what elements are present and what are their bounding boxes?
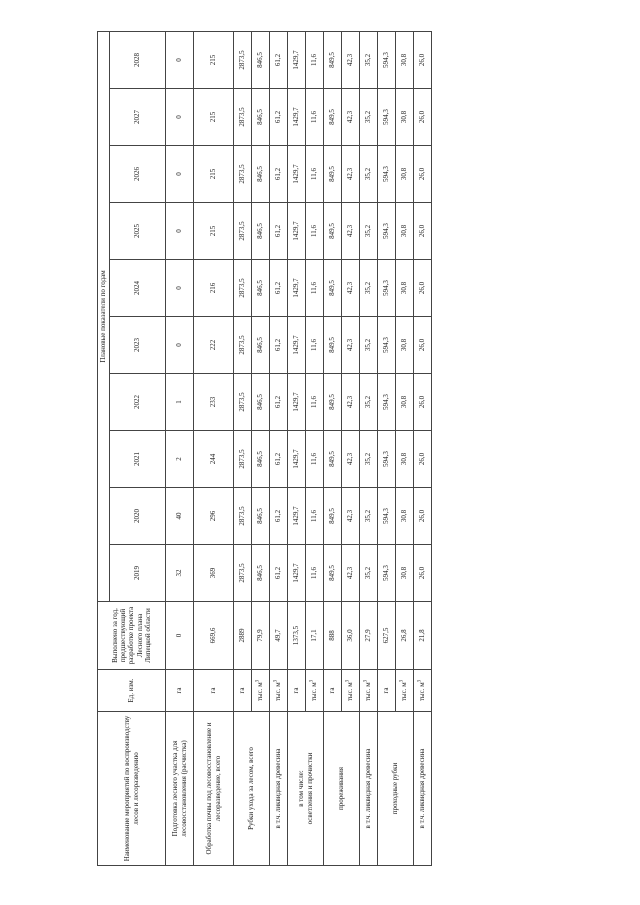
row-value: 849,5 <box>324 488 342 545</box>
unit-superscript: 3 <box>256 679 262 683</box>
unit-text: тыс. м <box>400 682 409 702</box>
row-value: 216 <box>194 260 234 317</box>
row-unit <box>360 670 378 712</box>
row-value: 11,6 <box>306 374 324 431</box>
row-value: 30,8 <box>396 31 414 88</box>
row-name-line1: в том числе: <box>297 770 306 807</box>
row-value: 42,3 <box>342 431 360 488</box>
row-done: 669,6 <box>194 602 234 670</box>
row-value: 42,3 <box>342 488 360 545</box>
row-value: 61,2 <box>270 317 288 374</box>
row-value: 215 <box>194 146 234 203</box>
row-value: 61,2 <box>270 89 288 146</box>
row-unit <box>342 670 360 712</box>
row-value: 594,3 <box>378 146 396 203</box>
row-value: 35,2 <box>360 488 378 545</box>
row-value: 35,2 <box>360 545 378 602</box>
row-name: прореживания <box>324 712 360 866</box>
row-value: 11,6 <box>306 146 324 203</box>
unit-superscript: 3 <box>364 679 370 683</box>
row-value: 846,5 <box>252 488 270 545</box>
row-unit: га <box>234 670 252 712</box>
row-value: 2873,5 <box>234 431 252 488</box>
year-header: 2027 <box>110 89 166 146</box>
row-unit: га <box>288 670 306 712</box>
row-done: 26,8 <box>396 602 414 670</box>
row-value: 26,0 <box>414 488 432 545</box>
row-unit: га <box>194 670 234 712</box>
rotated-table-container <box>97 32 427 866</box>
row-value: 30,8 <box>396 260 414 317</box>
row-name: в т.ч. ликвидная древесина <box>414 712 432 866</box>
row-value: 61,2 <box>270 260 288 317</box>
row-value: 61,2 <box>270 488 288 545</box>
row-value: 61,2 <box>270 545 288 602</box>
header-name: Наименование мероприятий по воспроизводству лесов и лесоразведению <box>98 712 166 866</box>
year-header: 2020 <box>110 488 166 545</box>
row-value: 846,5 <box>252 31 270 88</box>
row-value: 0 <box>166 260 194 317</box>
table-row <box>324 31 342 865</box>
row-value: 30,8 <box>396 317 414 374</box>
row-value: 2873,5 <box>234 203 252 260</box>
row-value: 30,8 <box>396 488 414 545</box>
row-value: 35,2 <box>360 260 378 317</box>
header-row-1 <box>98 31 110 865</box>
row-unit <box>306 670 324 712</box>
year-header: 2024 <box>110 260 166 317</box>
row-value: 849,5 <box>324 431 342 488</box>
row-done: 49,7 <box>270 602 288 670</box>
table-row <box>270 31 288 865</box>
row-value: 846,5 <box>252 260 270 317</box>
row-value: 2873,5 <box>234 146 252 203</box>
row-value: 61,2 <box>270 374 288 431</box>
row-value: 35,2 <box>360 317 378 374</box>
unit-text: тыс. м <box>346 682 355 702</box>
unit-superscript: 3 <box>418 679 424 683</box>
row-value: 1429,7 <box>288 203 306 260</box>
row-value: 1429,7 <box>288 431 306 488</box>
unit-superscript: 3 <box>274 679 280 683</box>
table-row <box>288 31 306 865</box>
row-done: 0 <box>166 602 194 670</box>
row-value: 233 <box>194 374 234 431</box>
year-header: 2022 <box>110 374 166 431</box>
row-value: 2873,5 <box>234 545 252 602</box>
row-value: 594,3 <box>378 374 396 431</box>
row-value: 215 <box>194 31 234 88</box>
unit-text: тыс. м <box>418 682 427 702</box>
row-value: 846,5 <box>252 89 270 146</box>
row-value: 846,5 <box>252 545 270 602</box>
table-row <box>360 31 378 865</box>
table-row <box>194 31 234 865</box>
row-value: 594,3 <box>378 488 396 545</box>
row-done: 27,9 <box>360 602 378 670</box>
row-unit: га <box>378 670 396 712</box>
row-done: 17,1 <box>306 602 324 670</box>
row-done: 79,9 <box>252 602 270 670</box>
year-header: 2019 <box>110 545 166 602</box>
row-value: 26,0 <box>414 89 432 146</box>
row-value: 594,3 <box>378 31 396 88</box>
row-name: Обработка почвы под лесовосстановление и лесоразведение, всего <box>194 712 234 866</box>
row-value: 849,5 <box>324 374 342 431</box>
row-value: 296 <box>194 488 234 545</box>
row-value: 594,3 <box>378 203 396 260</box>
row-value: 0 <box>166 89 194 146</box>
row-value: 1429,7 <box>288 374 306 431</box>
row-value: 849,5 <box>324 89 342 146</box>
row-unit <box>414 670 432 712</box>
row-value: 2873,5 <box>234 89 252 146</box>
row-value: 35,2 <box>360 31 378 88</box>
row-value: 2 <box>166 431 194 488</box>
row-value: 846,5 <box>252 317 270 374</box>
row-value: 35,2 <box>360 146 378 203</box>
row-value: 30,8 <box>396 545 414 602</box>
row-value: 846,5 <box>252 431 270 488</box>
row-done: 21,8 <box>414 602 432 670</box>
row-name: в т.ч. ликвидная древесина <box>360 712 378 866</box>
unit-text: тыс. м <box>274 682 283 702</box>
row-name: Подготовка лесного участка для лесовосстановления (расчистка) <box>166 712 194 866</box>
row-value: 1 <box>166 374 194 431</box>
row-value: 42,3 <box>342 31 360 88</box>
row-value: 2873,5 <box>234 260 252 317</box>
row-value: 42,3 <box>342 545 360 602</box>
row-done: 627,5 <box>378 602 396 670</box>
row-value: 11,6 <box>306 431 324 488</box>
row-value: 35,2 <box>360 89 378 146</box>
row-name: в т.ч. ликвидная древесина <box>270 712 288 866</box>
row-name <box>288 712 324 866</box>
row-value: 846,5 <box>252 203 270 260</box>
year-header: 2023 <box>110 317 166 374</box>
row-value: 61,2 <box>270 146 288 203</box>
row-name-line2: осветления и прочистки <box>305 752 314 825</box>
row-value: 30,8 <box>396 89 414 146</box>
row-value: 61,2 <box>270 31 288 88</box>
row-done: 36,0 <box>342 602 360 670</box>
row-value: 0 <box>166 31 194 88</box>
year-header: 2025 <box>110 203 166 260</box>
unit-text: тыс. м <box>256 682 265 702</box>
row-value: 594,3 <box>378 431 396 488</box>
row-value: 11,6 <box>306 488 324 545</box>
row-value: 42,3 <box>342 260 360 317</box>
row-value: 1429,7 <box>288 317 306 374</box>
row-value: 594,3 <box>378 545 396 602</box>
row-unit <box>396 670 414 712</box>
row-value: 30,8 <box>396 203 414 260</box>
row-value: 1429,7 <box>288 488 306 545</box>
row-value: 846,5 <box>252 374 270 431</box>
row-value: 26,0 <box>414 374 432 431</box>
row-value: 2873,5 <box>234 317 252 374</box>
row-value: 26,0 <box>414 146 432 203</box>
row-value: 2873,5 <box>234 488 252 545</box>
year-header: 2026 <box>110 146 166 203</box>
row-value: 0 <box>166 317 194 374</box>
row-value: 594,3 <box>378 89 396 146</box>
row-value: 2873,5 <box>234 31 252 88</box>
row-value: 42,3 <box>342 317 360 374</box>
row-value: 1429,7 <box>288 545 306 602</box>
row-name: Рубки ухода за лесом, всего <box>234 712 270 866</box>
row-value: 30,8 <box>396 431 414 488</box>
row-value: 26,0 <box>414 545 432 602</box>
row-value: 846,5 <box>252 146 270 203</box>
row-value: 594,3 <box>378 260 396 317</box>
row-value: 222 <box>194 317 234 374</box>
row-value: 61,2 <box>270 431 288 488</box>
row-value: 26,0 <box>414 431 432 488</box>
row-value: 1429,7 <box>288 146 306 203</box>
row-value: 11,6 <box>306 317 324 374</box>
unit-superscript: 3 <box>310 679 316 683</box>
row-unit: га <box>166 670 194 712</box>
row-value: 0 <box>166 203 194 260</box>
row-value: 849,5 <box>324 31 342 88</box>
row-value: 30,8 <box>396 146 414 203</box>
row-value: 849,5 <box>324 203 342 260</box>
row-value: 35,2 <box>360 374 378 431</box>
row-value: 42,3 <box>342 203 360 260</box>
row-value: 849,5 <box>324 260 342 317</box>
row-value: 849,5 <box>324 545 342 602</box>
row-value: 369 <box>194 545 234 602</box>
row-unit <box>270 670 288 712</box>
row-value: 11,6 <box>306 31 324 88</box>
row-value: 2873,5 <box>234 374 252 431</box>
row-value: 849,5 <box>324 317 342 374</box>
row-done: 2889 <box>234 602 252 670</box>
row-value: 40 <box>166 488 194 545</box>
row-done: 888 <box>324 602 342 670</box>
year-header: 2028 <box>110 31 166 88</box>
row-value: 1429,7 <box>288 31 306 88</box>
row-value: 11,6 <box>306 545 324 602</box>
row-value: 215 <box>194 203 234 260</box>
row-value: 11,6 <box>306 89 324 146</box>
table-row <box>166 31 194 865</box>
row-value: 11,6 <box>306 203 324 260</box>
unit-text: тыс. м <box>364 682 373 702</box>
row-value: 42,3 <box>342 374 360 431</box>
unit-superscript: 3 <box>346 679 352 683</box>
row-value: 32 <box>166 545 194 602</box>
row-name: проходные рубки <box>378 712 414 866</box>
row-value: 0 <box>166 146 194 203</box>
row-value: 26,0 <box>414 31 432 88</box>
row-value: 42,3 <box>342 146 360 203</box>
table-row <box>414 31 432 865</box>
table-row <box>378 31 396 865</box>
row-value: 42,3 <box>342 89 360 146</box>
row-value: 26,0 <box>414 317 432 374</box>
row-unit <box>252 670 270 712</box>
row-value: 215 <box>194 89 234 146</box>
row-done: 1373,5 <box>288 602 306 670</box>
row-value: 26,0 <box>414 260 432 317</box>
row-value: 11,6 <box>306 260 324 317</box>
header-planned: Плановые показатели по годам <box>98 31 110 601</box>
forest-plan-table <box>97 31 432 866</box>
row-value: 1429,7 <box>288 89 306 146</box>
header-done: Выполнено за год, предшествующий разработке проекта Лесного плана Липецкой области <box>98 602 166 670</box>
year-header: 2021 <box>110 431 166 488</box>
row-value: 244 <box>194 431 234 488</box>
row-value: 61,2 <box>270 203 288 260</box>
row-value: 1429,7 <box>288 260 306 317</box>
row-unit: га <box>324 670 342 712</box>
row-value: 35,2 <box>360 431 378 488</box>
unit-superscript: 3 <box>400 679 406 683</box>
row-value: 35,2 <box>360 203 378 260</box>
unit-text: тыс. м <box>310 682 319 702</box>
row-value: 30,8 <box>396 374 414 431</box>
row-value: 26,0 <box>414 203 432 260</box>
row-value: 849,5 <box>324 146 342 203</box>
row-value: 594,3 <box>378 317 396 374</box>
table-row <box>234 31 252 865</box>
header-unit: Ед. изм. <box>98 670 166 712</box>
